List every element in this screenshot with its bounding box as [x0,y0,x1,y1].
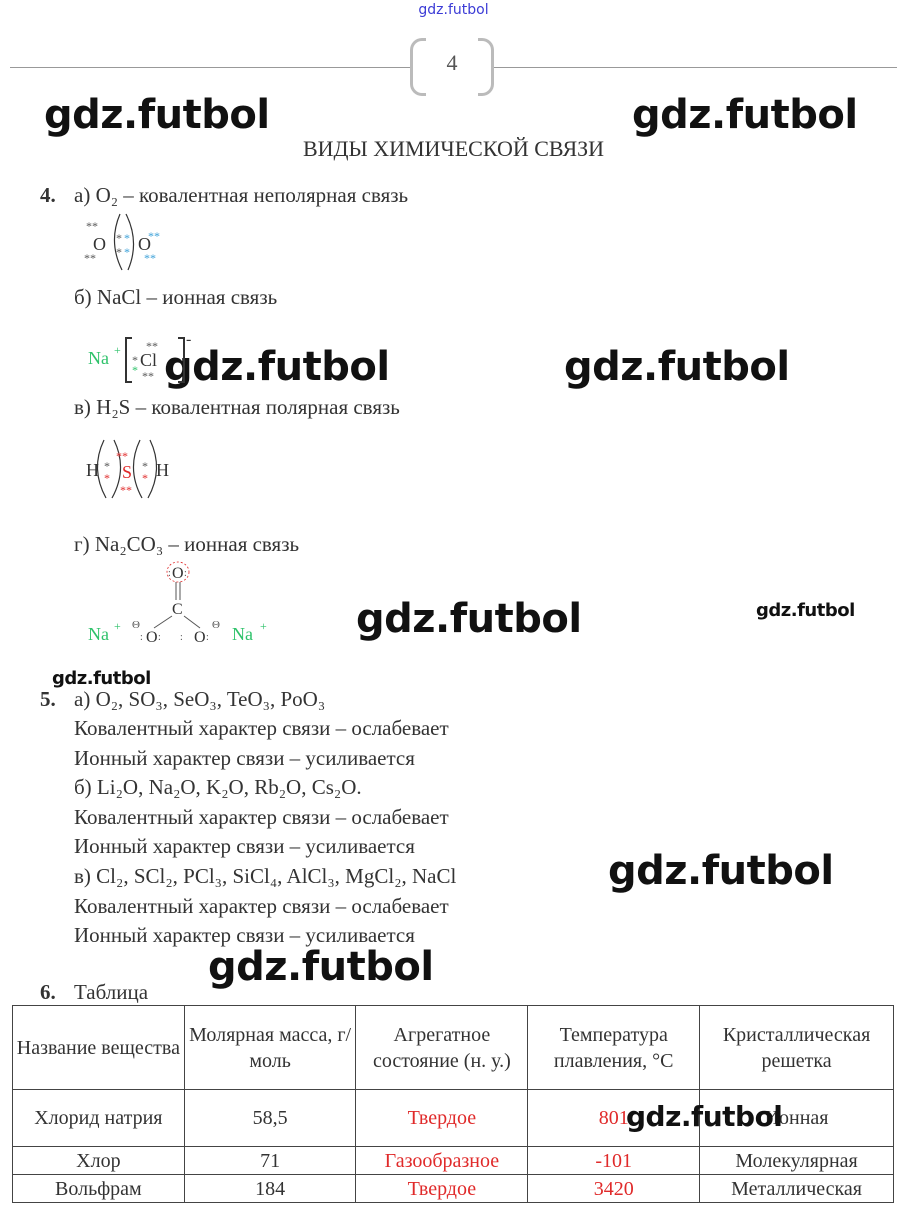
table-cell: Твердое [356,1090,528,1147]
svg-text::: : [158,632,161,643]
page-number-box [410,38,494,96]
table-header-cell: Кристаллическая решетка [700,1006,894,1090]
table-cell: Хлорид натрия [13,1090,185,1147]
task-4-number: 4. [40,183,56,207]
task-4a-text: а) O₂ – ковалентная неполярная связь [74,183,409,207]
svg-text:*: * [132,353,138,367]
svg-text:**: ** [86,219,98,233]
h2s-atom-s: S [122,462,133,482]
table-header-row [13,1006,894,1090]
svg-text:*: * [116,231,122,245]
svg-text:**: ** [84,251,96,265]
watermark: gdz.futbol [608,848,834,894]
o2-atom-1: O [93,234,106,254]
o2-lewis-diagram [82,212,172,272]
nacl-anion: Cl [140,350,158,370]
na2co3-na-left: Na [88,624,109,644]
header-rule-right [492,67,897,68]
svg-text:**: ** [146,339,158,353]
page-title: ВИДЫ ХИМИЧЕСКОЙ СВЯЗИ [302,136,605,161]
svg-text:*: * [142,471,148,485]
watermark: gdz.futbol [164,344,390,390]
na2co3-o-right: O [194,629,206,646]
na2co3-na-left-charge: + [114,619,121,633]
h2s-lewis-diagram [84,436,184,502]
watermark: gdz.futbol [564,344,790,390]
watermark: gdz.futbol [356,596,582,642]
svg-text:**: ** [148,229,160,243]
nacl-cation-charge: + [114,343,121,357]
svg-text:*: * [116,245,122,259]
task-5-line: Ионный характер связи – усиливается [74,746,415,770]
table-header-cell: Название вещества [13,1006,185,1090]
task-5-line: а) O₂, SO₃, SeO₃, TeO₃, PoO₃ [74,687,326,711]
page-number: 4 [446,50,458,75]
table-cell: Твердое [356,1175,528,1203]
svg-text:**: ** [142,369,154,383]
svg-text:*: * [124,245,130,259]
svg-text:*: * [104,471,110,485]
task-4g-text: г) Na₂CO₃ – ионная связь [74,532,300,556]
svg-text:*: * [132,363,138,377]
watermark: gdz.futbol [756,600,855,621]
svg-text:**: ** [144,251,156,265]
task-5-line: Ионный характер связи – усиливается [74,834,415,858]
svg-text::: : [140,632,143,643]
task-4v-text: в) H₂S – ковалентная полярная связь [74,395,400,419]
nacl-cation: Na [88,348,109,368]
svg-text:*: * [104,459,110,473]
table-cell: Вольфрам [13,1175,185,1203]
h2s-atom-h2: H [156,460,169,480]
watermark: gdz.futbol [632,92,858,138]
table-cell: 184 [184,1175,356,1203]
task-5-line: Ионный характер связи – усиливается [74,923,415,947]
table-cell: Ионная [700,1090,894,1147]
svg-text:**: ** [116,449,128,463]
task-5-line: Ковалентный характер связи – ослабевает [74,805,449,829]
table-cell: Металлическая [700,1175,894,1203]
task-6-number: 6. [40,980,56,1004]
na2co3-o-top: O [172,565,184,582]
task-5-line: Ковалентный характер связи – ослабевает [74,894,449,918]
table-header-cell: Агрегатное состояние (н. у.) [356,1006,528,1090]
table-cell: Газообразное [356,1147,528,1175]
task-5-line: в) Cl₂, SCl₂, PCl₃, SiCl₄, AlCl₃, MgCl₂, NaCl [74,864,457,888]
svg-text:**: ** [120,483,132,497]
nacl-anion-charge: - [186,331,192,348]
table-cell: 58,5 [184,1090,356,1147]
svg-text:*: * [142,459,148,473]
task-5-line: б) Li₂O, Na₂O, K₂O, Rb₂O, Cs₂O. [74,775,362,799]
table-cell: -101 [528,1147,700,1175]
task-5-number: 5. [40,687,56,711]
watermark: gdz.futbol [208,944,434,990]
table-cell: Молекулярная [700,1147,894,1175]
svg-text:*: * [124,231,130,245]
svg-text::: : [180,632,183,643]
task-4b-text: б) NaCl – ионная связь [74,285,278,309]
table-row [13,1175,894,1203]
na2co3-o-left: O [146,629,158,646]
na2co3-c: C [172,601,183,618]
svg-text::: : [168,568,171,579]
watermark: gdz.futbol [52,668,151,689]
h2s-atom-h1: H [86,460,99,480]
table-cell: 71 [184,1147,356,1175]
na2co3-o-left-charge: Θ [132,619,140,631]
watermark: gdz.futbol [626,1100,783,1133]
o2-atom-2: O [138,234,151,254]
site-link[interactable]: gdz.futbol [418,2,489,18]
nacl-lewis-diagram [86,330,206,386]
na2co3-na-right-charge: + [260,619,267,633]
na2co3-structure-diagram [86,560,286,650]
table-row [13,1147,894,1175]
watermark: gdz.futbol [44,92,270,138]
task-5-line: Ковалентный характер связи – ослабевает [74,716,449,740]
na2co3-o-right-charge: Θ [212,619,220,631]
table-cell: 3420 [528,1175,700,1203]
table-cell: 801 [528,1090,700,1147]
task-6-title: Таблица [74,980,149,1004]
table-header-cell: Температура плавления, °С [528,1006,700,1090]
svg-text::: : [184,568,187,579]
table-header-cell: Молярная масса, г/моль [184,1006,356,1090]
na2co3-na-right: Na [232,624,253,644]
header-rule-left [10,67,412,68]
table-cell: Хлор [13,1147,185,1175]
svg-text::: : [206,632,209,643]
